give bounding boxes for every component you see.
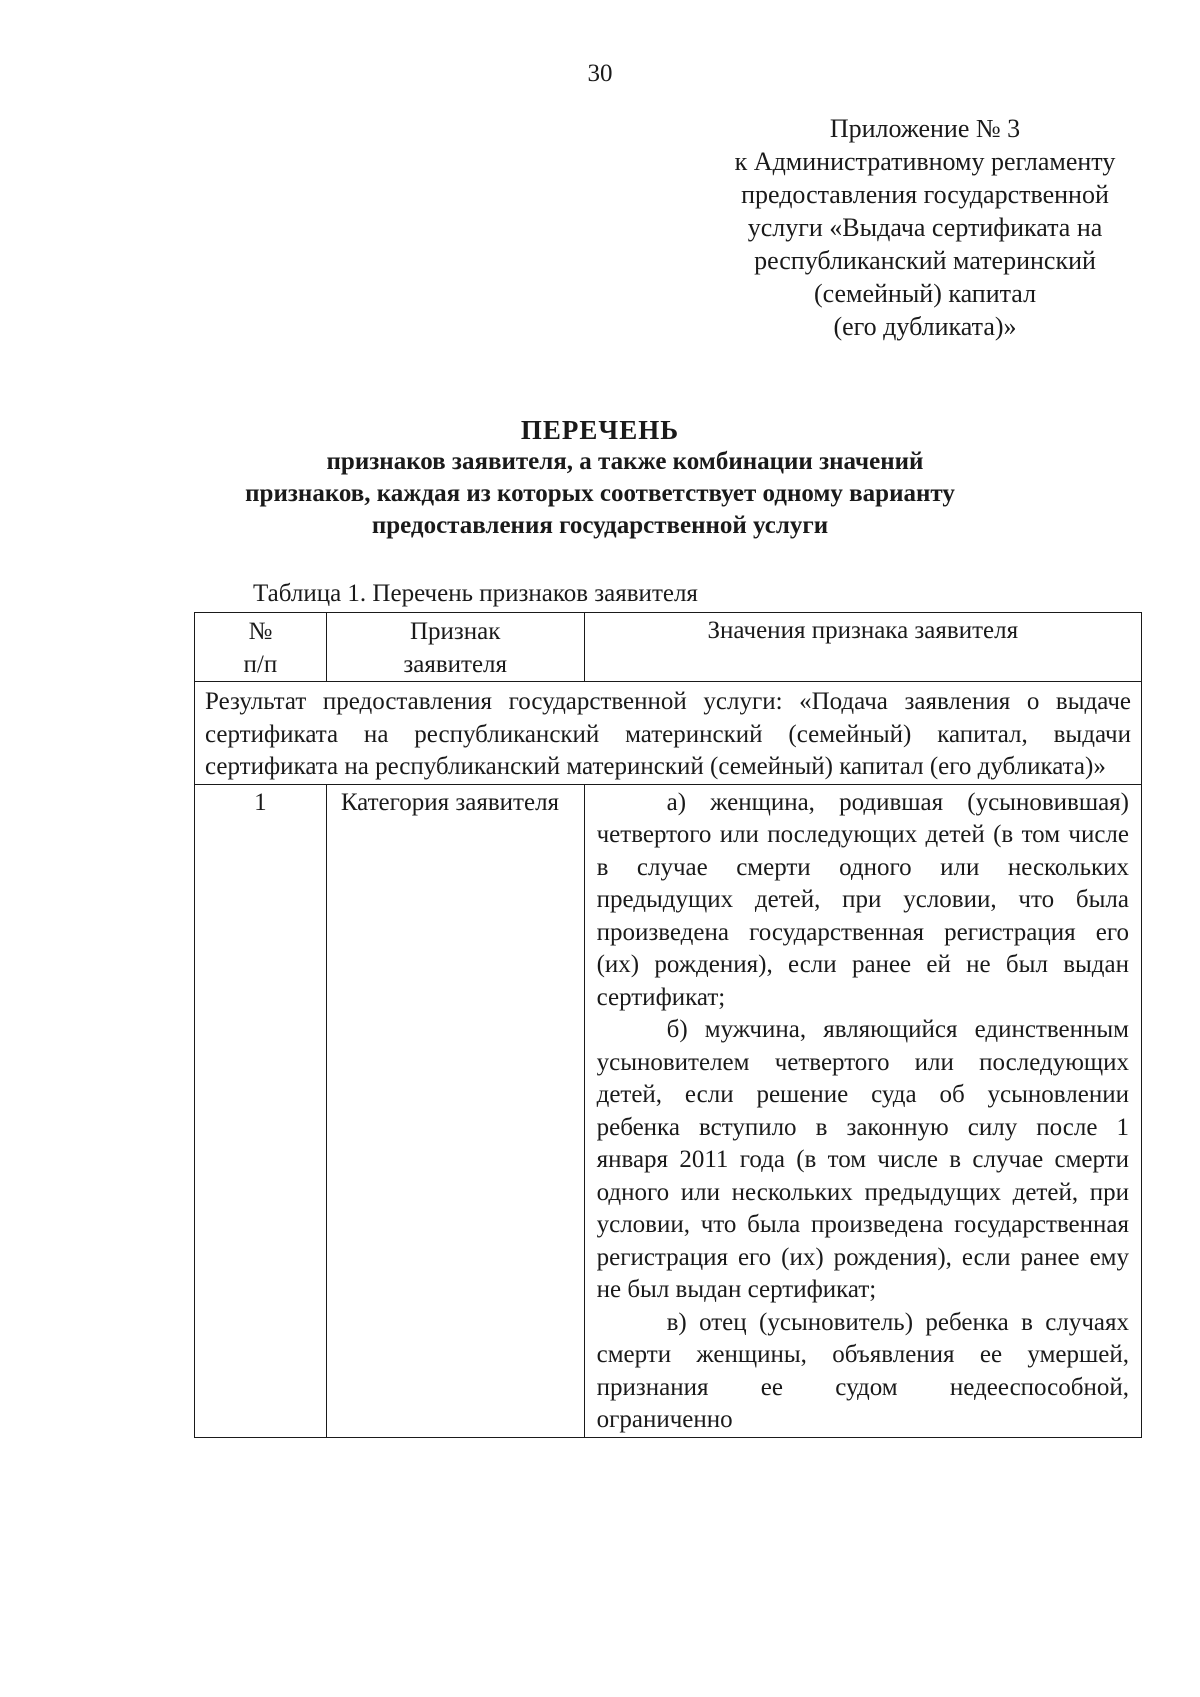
value-item-b: б) мужчина, являющийся единственным усыновителем четвертого или последующих детей, если решение суда об усыновлении ребенка вступило в законную силу после 1 января 2011 года (в том числе в случае смерти одного или нескольких предыдущих детей, при условии, что была произведена государственная регистрация его (их) рождения), если ранее ему не был выдан сертификат; (596, 1016, 1129, 1303)
appendix-line: (семейный) капитал (813, 279, 1037, 308)
header-num (195, 613, 327, 682)
header-sign-text: Признак заявителя (403, 618, 508, 678)
table-header-row (195, 613, 1142, 682)
row-sign: Категория заявителя (326, 784, 584, 1437)
document-heading (0, 414, 1200, 542)
subtitle-line: признаков заявителя, а также комбинации значений (326, 448, 924, 475)
table-caption: Таблица 1. Перечень признаков заявителя (253, 580, 698, 607)
page-number: 30 (587, 60, 613, 87)
subtitle-line: признаков, каждая из которых соответствует одному варианту (245, 480, 955, 507)
table-row (195, 784, 1142, 1437)
subtitle-line: предоставления государственной услуги (371, 512, 829, 539)
document-subtitle (0, 446, 1200, 542)
header-values: Значения признака заявителя (584, 613, 1141, 682)
row-num: 1 (195, 784, 327, 1437)
appendix-block (690, 112, 1160, 343)
header-sign (326, 613, 584, 682)
header-num-text: № п/п (243, 618, 278, 678)
appendix-line: предоставления государственной (741, 180, 1109, 209)
appendix-line: к Административному регламенту (734, 147, 1116, 176)
appendix-line: Приложение № 3 (829, 114, 1021, 143)
applicant-signs-table (194, 612, 1142, 1438)
value-item-c: в) отец (усыновитель) ребенка в случаях смерти женщины, объявления ее умершей, признания ее судом недееспособной, ограниченно (596, 1308, 1129, 1433)
table-result-row (195, 682, 1142, 785)
value-item-a: а) женщина, родившая (усыновившая) четвертого или последующих детей (в том числе в случае смерти одного или нескольких предыдущих детей, при условии, что была произведена государственная регистрация его (их) рождения), если ранее ей не был выдан сертификат; (596, 788, 1129, 1011)
result-cell: Результат предоставления государственной услуги: «Подача заявления о выдаче сертификата на республиканский материнский (семейный) капитал, выдачи сертификата на республиканский материнский (семейный) капитал (его дубликата)» (195, 682, 1142, 785)
row-values (584, 784, 1141, 1437)
document-title: ПЕРЕЧЕНЬ (520, 415, 680, 445)
appendix-line: (его дубликата)» (833, 312, 1017, 341)
appendix-line: услуги «Выдача сертификата на (747, 213, 1103, 242)
appendix-line: республиканский материнский (754, 246, 1096, 275)
